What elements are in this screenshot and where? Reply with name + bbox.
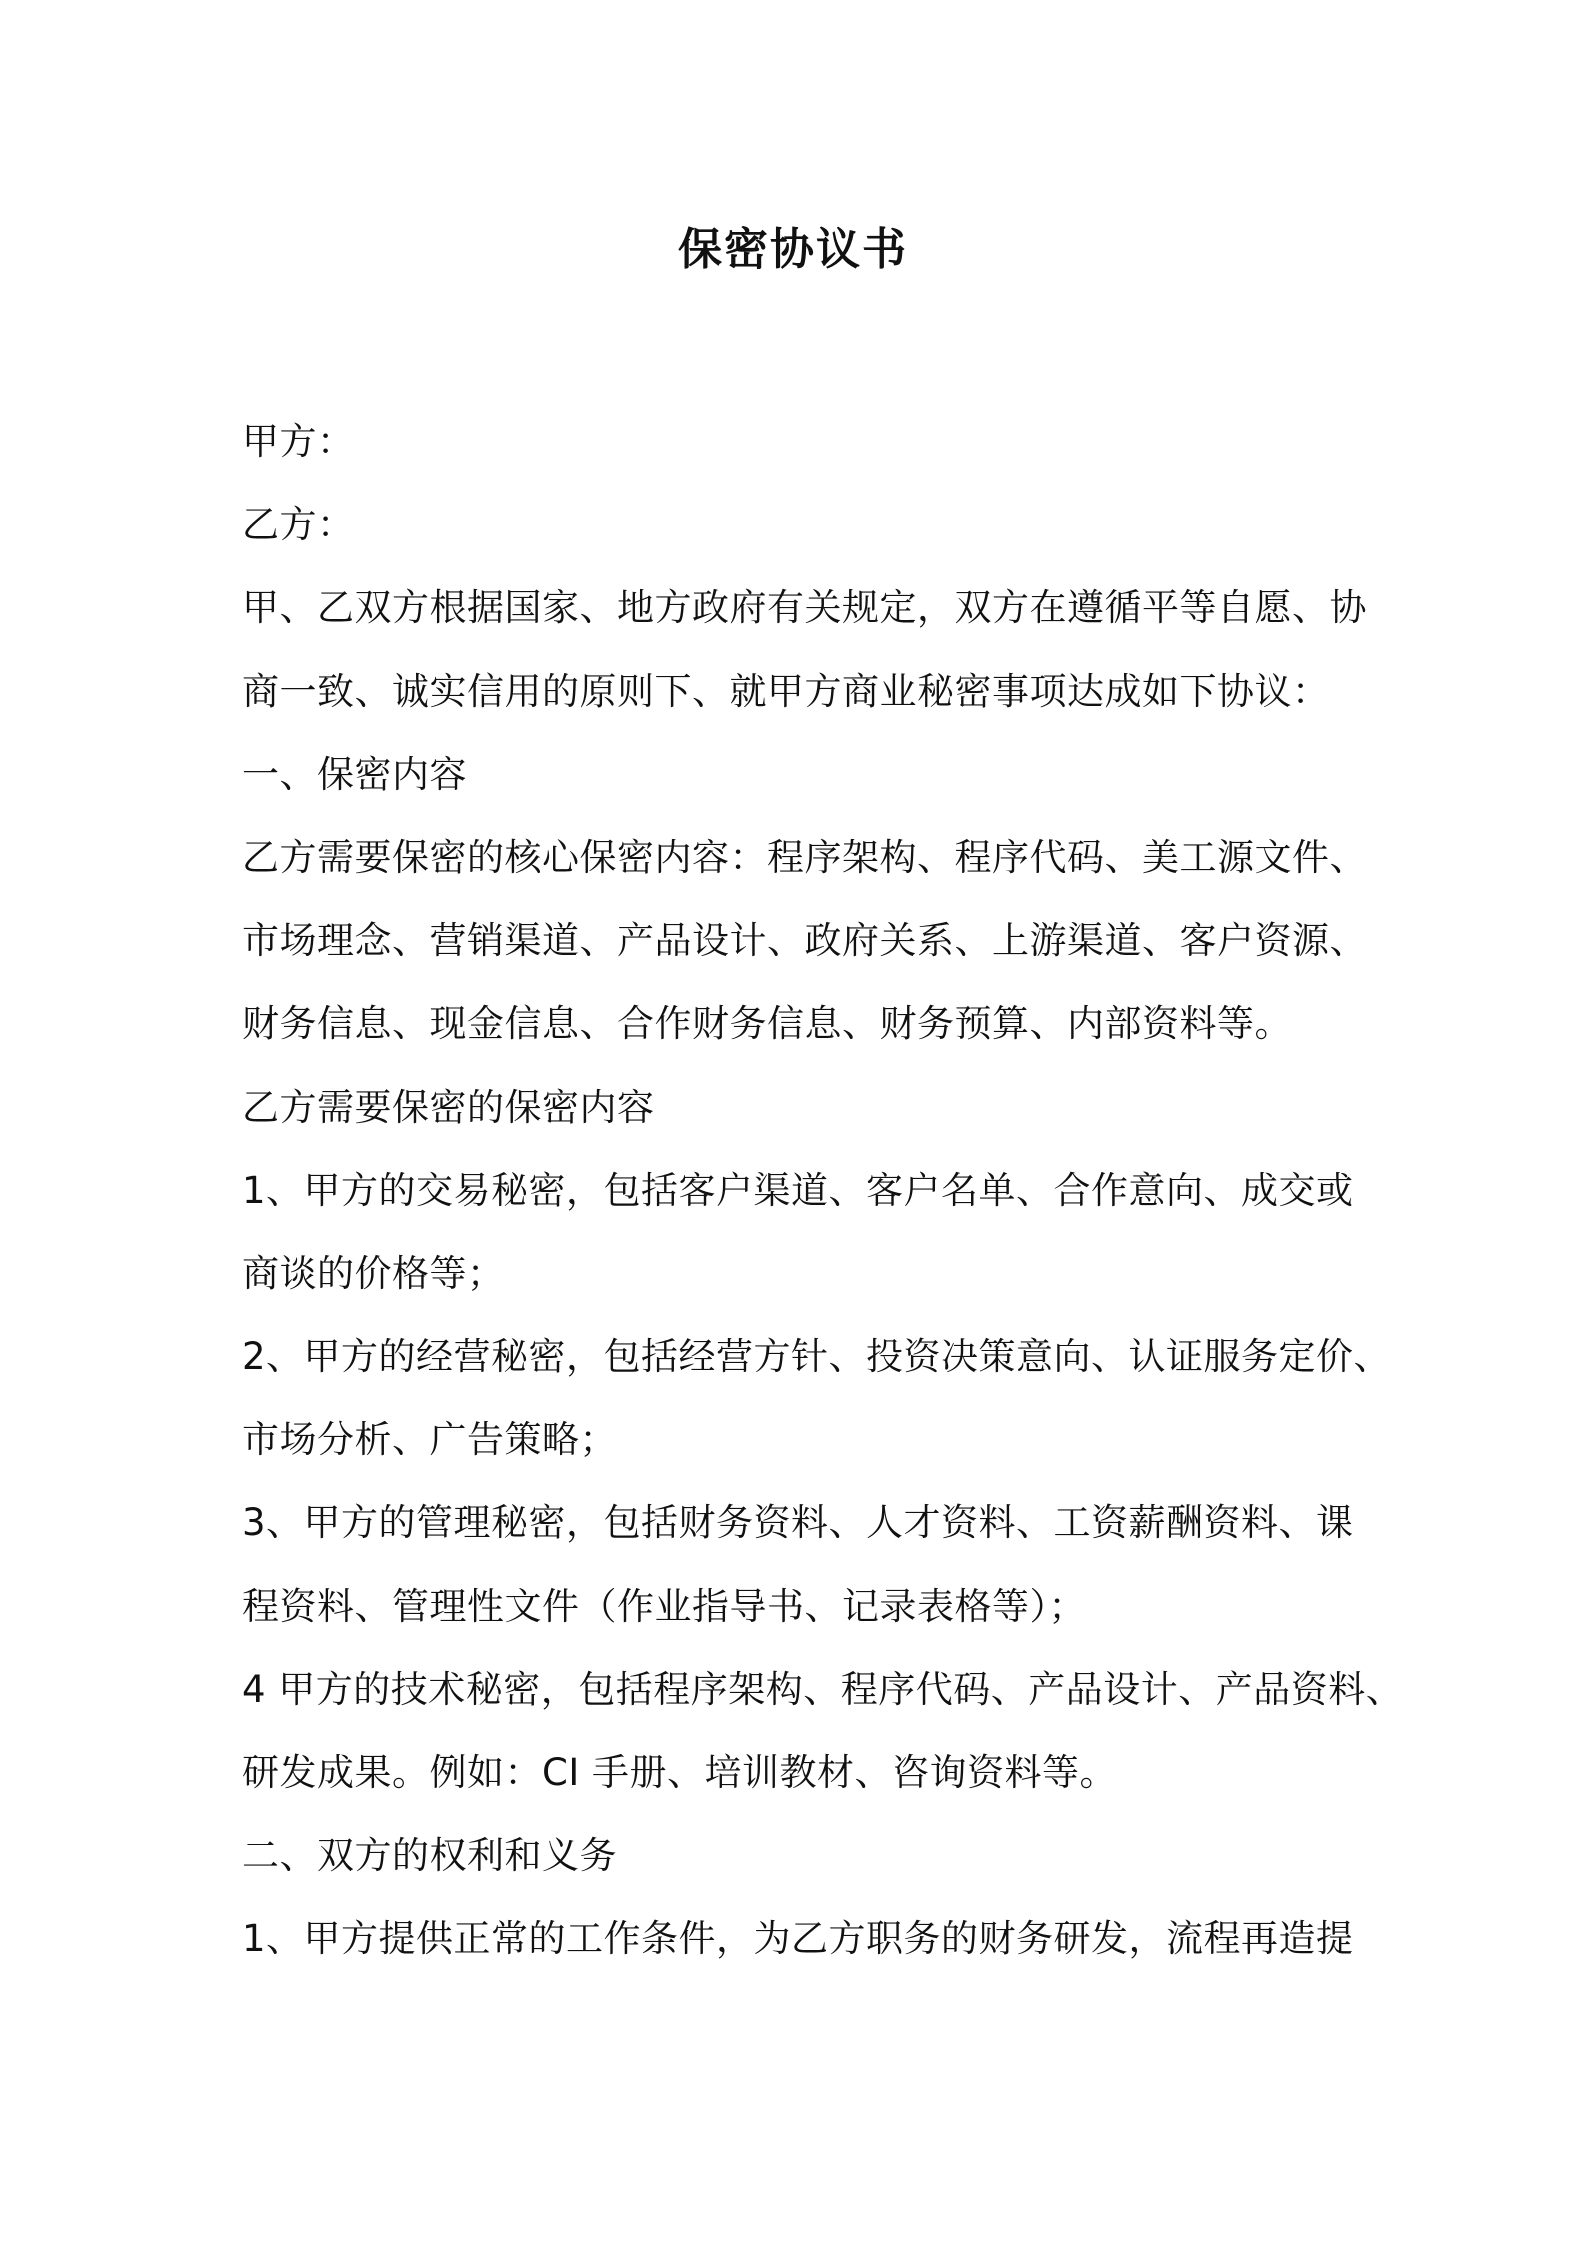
item1-line-2: 商谈的价格等； — [242, 1251, 505, 1295]
section1-subheading: 乙方需要保密的保密内容 — [242, 1085, 655, 1129]
section2-item1-line-1: 1、甲方提供正常的工作条件，为乙方职务的财务研发，流程再造提 — [242, 1917, 1354, 1961]
party-b-label: 乙方： — [242, 503, 355, 547]
preamble-line-1: 甲、乙双方根据国家、地方政府有关规定，双方在遵循平等自愿、协 — [242, 586, 1367, 630]
party-a-label: 甲方： — [242, 420, 355, 463]
core-content-line-2: 市场理念、营销渠道、产品设计、政府关系、上游渠道、客户资源、 — [242, 919, 1367, 963]
preamble-line-2: 商一致、诚实信用的原则下、就甲方商业秘密事项达成如下协议： — [242, 669, 1330, 713]
section2-heading: 二、双方的权利和义务 — [242, 1834, 617, 1878]
item2-line-1: 2、甲方的经营秘密，包括经营方针、投资决策意向、认证服务定价、 — [242, 1335, 1392, 1379]
document-title: 保密协议书 — [678, 224, 908, 275]
item2-line-2: 市场分析、广告策略； — [242, 1418, 617, 1462]
section1-heading: 一、保密内容 — [242, 752, 467, 796]
core-content-line-3: 财务信息、现金信息、合作财务信息、财务预算、内部资料等。 — [242, 1002, 1292, 1046]
item4-line-2: 研发成果。例如：CI 手册、培训教材、咨询资料等。 — [242, 1751, 1118, 1794]
item1-line-1: 1、甲方的交易秘密，包括客户渠道、客户名单、合作意向、成交或 — [242, 1168, 1354, 1212]
item4-line-1: 4 甲方的技术秘密，包括程序架构、程序代码、产品设计、产品资料、 — [242, 1667, 1404, 1711]
document-body — [242, 400, 1404, 1981]
item3-line-2: 程资料、管理性文件（作业指导书、记录表格等）； — [242, 1584, 1086, 1628]
core-content-line-1: 乙方需要保密的核心保密内容：程序架构、程序代码、美工源文件、 — [242, 835, 1367, 879]
item3-line-1: 3、甲方的管理秘密，包括财务资料、人才资料、工资薪酬资料、课 — [242, 1501, 1354, 1545]
